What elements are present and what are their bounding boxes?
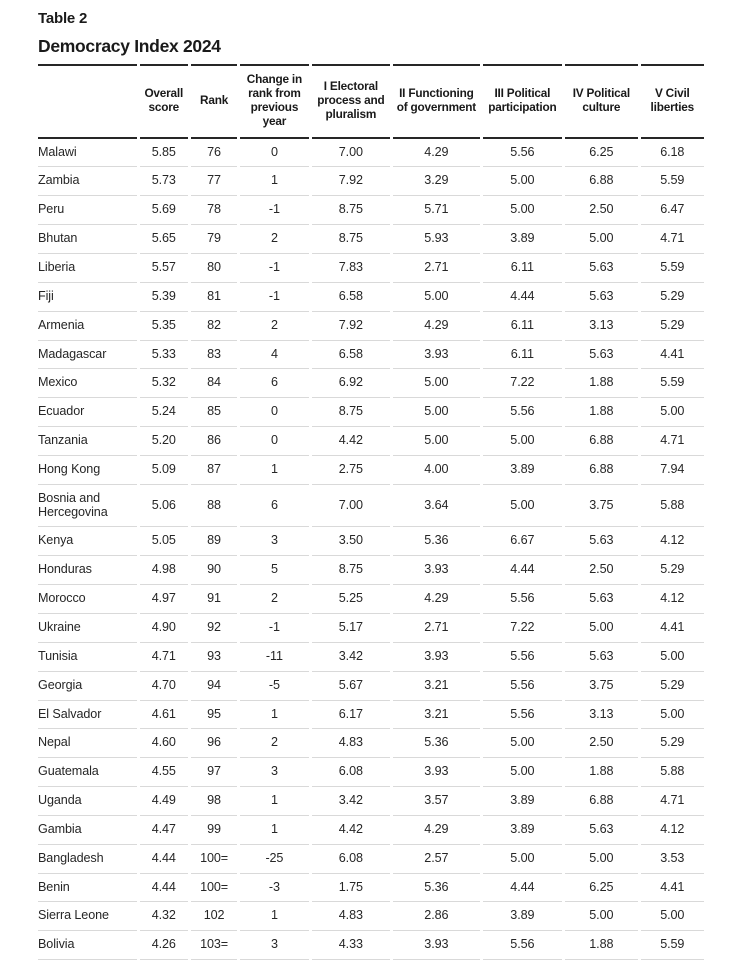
cell-rank: 80 bbox=[191, 254, 237, 283]
cell-change: -1 bbox=[240, 614, 308, 643]
cell-functioning: 4.29 bbox=[393, 585, 480, 614]
cell-rank: 83 bbox=[191, 341, 237, 370]
cell-participation: 5.00 bbox=[483, 196, 562, 225]
cell-participation: 5.00 bbox=[483, 167, 562, 196]
table-row bbox=[38, 456, 704, 485]
cell-electoral: 8.75 bbox=[312, 556, 390, 585]
table-row bbox=[38, 643, 704, 672]
cell-overall: 4.26 bbox=[140, 931, 188, 960]
table-row bbox=[38, 701, 704, 730]
cell-rank: 79 bbox=[191, 225, 237, 254]
cell-culture: 1.88 bbox=[565, 758, 637, 787]
cell-overall: 5.09 bbox=[140, 456, 188, 485]
cell-participation: 3.89 bbox=[483, 902, 562, 931]
cell-change: 6 bbox=[240, 485, 308, 528]
cell-functioning: 3.93 bbox=[393, 758, 480, 787]
cell-functioning: 5.00 bbox=[393, 369, 480, 398]
cell-overall: 4.90 bbox=[140, 614, 188, 643]
cell-culture: 5.00 bbox=[565, 845, 637, 874]
cell-rank: 96 bbox=[191, 729, 237, 758]
cell-rank: 89 bbox=[191, 527, 237, 556]
table-row bbox=[38, 787, 704, 816]
country-cell: Morocco bbox=[38, 585, 137, 614]
table-row bbox=[38, 931, 704, 960]
cell-rank: 86 bbox=[191, 427, 237, 456]
table-row bbox=[38, 341, 704, 370]
cell-participation: 7.22 bbox=[483, 614, 562, 643]
cell-rank: 81 bbox=[191, 283, 237, 312]
cell-rank: 87 bbox=[191, 456, 237, 485]
cell-participation: 5.56 bbox=[483, 585, 562, 614]
cell-electoral: 6.92 bbox=[312, 369, 390, 398]
cell-functioning: 3.93 bbox=[393, 931, 480, 960]
cell-culture: 5.63 bbox=[565, 527, 637, 556]
cell-liberties: 5.29 bbox=[641, 312, 704, 341]
cell-overall: 4.97 bbox=[140, 585, 188, 614]
cell-overall: 4.47 bbox=[140, 816, 188, 845]
cell-functioning: 5.00 bbox=[393, 283, 480, 312]
cell-liberties: 6.18 bbox=[641, 139, 704, 168]
cell-functioning: 3.21 bbox=[393, 701, 480, 730]
column-header-electoral: I Electoral process and pluralism bbox=[312, 64, 390, 139]
cell-culture: 6.88 bbox=[565, 456, 637, 485]
cell-functioning: 3.21 bbox=[393, 672, 480, 701]
table-row bbox=[38, 312, 704, 341]
cell-change: -1 bbox=[240, 283, 308, 312]
country-cell: Uganda bbox=[38, 787, 137, 816]
column-header-rank: Rank bbox=[191, 64, 237, 139]
cell-culture: 1.88 bbox=[565, 369, 637, 398]
cell-rank: 85 bbox=[191, 398, 237, 427]
cell-electoral: 4.33 bbox=[312, 931, 390, 960]
cell-rank: 99 bbox=[191, 816, 237, 845]
cell-electoral: 3.42 bbox=[312, 643, 390, 672]
cell-liberties: 4.41 bbox=[641, 341, 704, 370]
table-body bbox=[38, 139, 704, 960]
table-header-row bbox=[38, 64, 704, 139]
country-cell: Hong Kong bbox=[38, 456, 137, 485]
table-row bbox=[38, 398, 704, 427]
cell-liberties: 4.71 bbox=[641, 787, 704, 816]
cell-liberties: 5.59 bbox=[641, 369, 704, 398]
cell-culture: 2.50 bbox=[565, 729, 637, 758]
cell-electoral: 5.67 bbox=[312, 672, 390, 701]
cell-liberties: 5.00 bbox=[641, 902, 704, 931]
cell-participation: 6.11 bbox=[483, 341, 562, 370]
cell-electoral: 7.92 bbox=[312, 167, 390, 196]
cell-change: 3 bbox=[240, 527, 308, 556]
cell-participation: 6.67 bbox=[483, 527, 562, 556]
cell-functioning: 4.29 bbox=[393, 139, 480, 168]
cell-liberties: 5.00 bbox=[641, 701, 704, 730]
country-cell: Liberia bbox=[38, 254, 137, 283]
cell-rank: 77 bbox=[191, 167, 237, 196]
cell-participation: 4.44 bbox=[483, 874, 562, 903]
country-cell: Ecuador bbox=[38, 398, 137, 427]
cell-functioning: 2.71 bbox=[393, 614, 480, 643]
cell-functioning: 4.00 bbox=[393, 456, 480, 485]
country-cell: Nepal bbox=[38, 729, 137, 758]
country-cell: Madagascar bbox=[38, 341, 137, 370]
cell-functioning: 3.64 bbox=[393, 485, 480, 528]
country-cell: Bangladesh bbox=[38, 845, 137, 874]
cell-culture: 6.88 bbox=[565, 427, 637, 456]
cell-liberties: 5.88 bbox=[641, 758, 704, 787]
cell-rank: 90 bbox=[191, 556, 237, 585]
cell-electoral: 7.92 bbox=[312, 312, 390, 341]
cell-overall: 5.85 bbox=[140, 139, 188, 168]
cell-overall: 5.39 bbox=[140, 283, 188, 312]
cell-electoral: 1.75 bbox=[312, 874, 390, 903]
cell-change: 3 bbox=[240, 931, 308, 960]
cell-overall: 5.06 bbox=[140, 485, 188, 528]
cell-overall: 5.20 bbox=[140, 427, 188, 456]
country-cell: Honduras bbox=[38, 556, 137, 585]
cell-electoral: 8.75 bbox=[312, 196, 390, 225]
country-cell: Peru bbox=[38, 196, 137, 225]
cell-participation: 5.56 bbox=[483, 701, 562, 730]
cell-culture: 5.63 bbox=[565, 816, 637, 845]
cell-liberties: 5.29 bbox=[641, 672, 704, 701]
cell-participation: 5.00 bbox=[483, 845, 562, 874]
cell-liberties: 4.12 bbox=[641, 585, 704, 614]
table-row bbox=[38, 283, 704, 312]
cell-overall: 4.60 bbox=[140, 729, 188, 758]
table-row bbox=[38, 196, 704, 225]
country-cell: Guatemala bbox=[38, 758, 137, 787]
table-row bbox=[38, 427, 704, 456]
cell-participation: 3.89 bbox=[483, 787, 562, 816]
cell-rank: 88 bbox=[191, 485, 237, 528]
table-row bbox=[38, 225, 704, 254]
cell-change: 6 bbox=[240, 369, 308, 398]
cell-overall: 4.98 bbox=[140, 556, 188, 585]
cell-liberties: 5.00 bbox=[641, 398, 704, 427]
cell-overall: 4.70 bbox=[140, 672, 188, 701]
cell-electoral: 4.42 bbox=[312, 427, 390, 456]
cell-change: 3 bbox=[240, 758, 308, 787]
table-row bbox=[38, 139, 704, 168]
cell-functioning: 5.36 bbox=[393, 729, 480, 758]
cell-participation: 3.89 bbox=[483, 225, 562, 254]
cell-culture: 2.50 bbox=[565, 556, 637, 585]
cell-participation: 3.89 bbox=[483, 816, 562, 845]
column-header-culture: IV Political culture bbox=[565, 64, 637, 139]
country-cell: Bhutan bbox=[38, 225, 137, 254]
cell-electoral: 8.75 bbox=[312, 398, 390, 427]
cell-rank: 103= bbox=[191, 931, 237, 960]
cell-rank: 84 bbox=[191, 369, 237, 398]
table-label: Table 2 bbox=[38, 10, 88, 27]
cell-change: 1 bbox=[240, 787, 308, 816]
cell-functioning: 5.36 bbox=[393, 874, 480, 903]
cell-overall: 5.24 bbox=[140, 398, 188, 427]
table-row bbox=[38, 758, 704, 787]
cell-change: 4 bbox=[240, 341, 308, 370]
cell-rank: 93 bbox=[191, 643, 237, 672]
cell-change: 1 bbox=[240, 902, 308, 931]
cell-culture: 6.25 bbox=[565, 139, 637, 168]
cell-culture: 5.63 bbox=[565, 341, 637, 370]
cell-change: 0 bbox=[240, 398, 308, 427]
cell-change: 1 bbox=[240, 701, 308, 730]
cell-participation: 5.00 bbox=[483, 485, 562, 528]
cell-electoral: 2.75 bbox=[312, 456, 390, 485]
cell-liberties: 4.41 bbox=[641, 874, 704, 903]
cell-electoral: 8.75 bbox=[312, 225, 390, 254]
cell-overall: 4.55 bbox=[140, 758, 188, 787]
column-header-change: Change in rank from previous year bbox=[240, 64, 308, 139]
cell-overall: 4.61 bbox=[140, 701, 188, 730]
cell-electoral: 3.50 bbox=[312, 527, 390, 556]
country-cell: Tunisia bbox=[38, 643, 137, 672]
cell-functioning: 3.93 bbox=[393, 643, 480, 672]
cell-participation: 5.56 bbox=[483, 643, 562, 672]
cell-electoral: 6.08 bbox=[312, 845, 390, 874]
cell-overall: 4.49 bbox=[140, 787, 188, 816]
cell-participation: 5.00 bbox=[483, 758, 562, 787]
table-row bbox=[38, 845, 704, 874]
cell-rank: 76 bbox=[191, 139, 237, 168]
cell-culture: 5.00 bbox=[565, 902, 637, 931]
cell-rank: 94 bbox=[191, 672, 237, 701]
cell-functioning: 4.29 bbox=[393, 816, 480, 845]
cell-participation: 5.56 bbox=[483, 398, 562, 427]
country-cell: Mexico bbox=[38, 369, 137, 398]
cell-culture: 5.63 bbox=[565, 585, 637, 614]
cell-change: 0 bbox=[240, 139, 308, 168]
cell-electoral: 7.00 bbox=[312, 139, 390, 168]
cell-functioning: 4.29 bbox=[393, 312, 480, 341]
cell-electoral: 4.83 bbox=[312, 902, 390, 931]
column-header-liberties: V Civil liberties bbox=[641, 64, 704, 139]
page-title: Democracy Index 2024 bbox=[38, 36, 221, 56]
cell-change: 2 bbox=[240, 225, 308, 254]
cell-change: -11 bbox=[240, 643, 308, 672]
cell-change: 2 bbox=[240, 312, 308, 341]
country-cell: Malawi bbox=[38, 139, 137, 168]
cell-participation: 4.44 bbox=[483, 283, 562, 312]
cell-change: -25 bbox=[240, 845, 308, 874]
cell-functioning: 5.36 bbox=[393, 527, 480, 556]
table-row bbox=[38, 816, 704, 845]
cell-change: 2 bbox=[240, 729, 308, 758]
cell-change: -1 bbox=[240, 196, 308, 225]
column-header-participation: III Political participation bbox=[483, 64, 562, 139]
cell-change: 1 bbox=[240, 816, 308, 845]
cell-culture: 2.50 bbox=[565, 196, 637, 225]
cell-culture: 3.13 bbox=[565, 701, 637, 730]
country-cell: Sierra Leone bbox=[38, 902, 137, 931]
cell-culture: 5.63 bbox=[565, 643, 637, 672]
cell-rank: 98 bbox=[191, 787, 237, 816]
country-cell: Gambia bbox=[38, 816, 137, 845]
cell-overall: 4.71 bbox=[140, 643, 188, 672]
cell-culture: 3.13 bbox=[565, 312, 637, 341]
cell-functioning: 5.71 bbox=[393, 196, 480, 225]
cell-change: 5 bbox=[240, 556, 308, 585]
cell-culture: 5.00 bbox=[565, 225, 637, 254]
cell-participation: 5.56 bbox=[483, 672, 562, 701]
cell-change: -3 bbox=[240, 874, 308, 903]
cell-participation: 6.11 bbox=[483, 312, 562, 341]
cell-liberties: 4.71 bbox=[641, 225, 704, 254]
cell-culture: 3.75 bbox=[565, 485, 637, 528]
cell-overall: 4.32 bbox=[140, 902, 188, 931]
cell-rank: 100= bbox=[191, 845, 237, 874]
table-row bbox=[38, 902, 704, 931]
cell-culture: 5.63 bbox=[565, 254, 637, 283]
cell-overall: 5.05 bbox=[140, 527, 188, 556]
table-row bbox=[38, 485, 704, 528]
cell-overall: 5.32 bbox=[140, 369, 188, 398]
cell-participation: 5.00 bbox=[483, 427, 562, 456]
cell-liberties: 5.88 bbox=[641, 485, 704, 528]
cell-electoral: 4.42 bbox=[312, 816, 390, 845]
country-cell: Zambia bbox=[38, 167, 137, 196]
democracy-index-table bbox=[35, 64, 707, 960]
cell-functioning: 5.93 bbox=[393, 225, 480, 254]
cell-rank: 82 bbox=[191, 312, 237, 341]
cell-functioning: 3.29 bbox=[393, 167, 480, 196]
country-cell: Bosnia and Hercegovina bbox=[38, 485, 137, 528]
cell-liberties: 4.71 bbox=[641, 427, 704, 456]
cell-liberties: 6.47 bbox=[641, 196, 704, 225]
cell-culture: 5.00 bbox=[565, 614, 637, 643]
cell-liberties: 3.53 bbox=[641, 845, 704, 874]
table-row bbox=[38, 874, 704, 903]
country-cell: Fiji bbox=[38, 283, 137, 312]
cell-liberties: 4.12 bbox=[641, 527, 704, 556]
cell-overall: 5.57 bbox=[140, 254, 188, 283]
country-cell: Ukraine bbox=[38, 614, 137, 643]
cell-overall: 4.44 bbox=[140, 874, 188, 903]
cell-functioning: 2.71 bbox=[393, 254, 480, 283]
table-row bbox=[38, 369, 704, 398]
cell-overall: 5.33 bbox=[140, 341, 188, 370]
cell-culture: 3.75 bbox=[565, 672, 637, 701]
cell-rank: 100= bbox=[191, 874, 237, 903]
table-row bbox=[38, 585, 704, 614]
cell-liberties: 7.94 bbox=[641, 456, 704, 485]
cell-liberties: 5.59 bbox=[641, 167, 704, 196]
cell-rank: 97 bbox=[191, 758, 237, 787]
cell-culture: 6.25 bbox=[565, 874, 637, 903]
cell-functioning: 2.86 bbox=[393, 902, 480, 931]
cell-change: -5 bbox=[240, 672, 308, 701]
cell-liberties: 5.29 bbox=[641, 283, 704, 312]
cell-liberties: 4.12 bbox=[641, 816, 704, 845]
cell-electoral: 6.58 bbox=[312, 341, 390, 370]
country-cell: Bolivia bbox=[38, 931, 137, 960]
cell-rank: 91 bbox=[191, 585, 237, 614]
cell-rank: 78 bbox=[191, 196, 237, 225]
cell-overall: 4.44 bbox=[140, 845, 188, 874]
cell-participation: 7.22 bbox=[483, 369, 562, 398]
cell-participation: 3.89 bbox=[483, 456, 562, 485]
table-row bbox=[38, 729, 704, 758]
cell-electoral: 4.83 bbox=[312, 729, 390, 758]
cell-functioning: 3.93 bbox=[393, 341, 480, 370]
cell-participation: 5.56 bbox=[483, 931, 562, 960]
country-cell: El Salvador bbox=[38, 701, 137, 730]
cell-change: -1 bbox=[240, 254, 308, 283]
cell-rank: 102 bbox=[191, 902, 237, 931]
table-row bbox=[38, 556, 704, 585]
cell-overall: 5.69 bbox=[140, 196, 188, 225]
table-row bbox=[38, 167, 704, 196]
cell-overall: 5.65 bbox=[140, 225, 188, 254]
cell-participation: 5.56 bbox=[483, 139, 562, 168]
cell-culture: 6.88 bbox=[565, 167, 637, 196]
cell-electoral: 6.58 bbox=[312, 283, 390, 312]
column-header-functioning: II Functioning of government bbox=[393, 64, 480, 139]
cell-liberties: 5.59 bbox=[641, 931, 704, 960]
cell-functioning: 2.57 bbox=[393, 845, 480, 874]
cell-change: 0 bbox=[240, 427, 308, 456]
cell-culture: 1.88 bbox=[565, 931, 637, 960]
cell-culture: 6.88 bbox=[565, 787, 637, 816]
country-cell: Benin bbox=[38, 874, 137, 903]
cell-change: 2 bbox=[240, 585, 308, 614]
table-row bbox=[38, 527, 704, 556]
table-row bbox=[38, 672, 704, 701]
table-row bbox=[38, 614, 704, 643]
table-header bbox=[38, 64, 704, 139]
cell-electoral: 7.83 bbox=[312, 254, 390, 283]
cell-electoral: 7.00 bbox=[312, 485, 390, 528]
cell-change: 1 bbox=[240, 456, 308, 485]
cell-overall: 5.73 bbox=[140, 167, 188, 196]
cell-liberties: 5.29 bbox=[641, 729, 704, 758]
cell-electoral: 6.08 bbox=[312, 758, 390, 787]
country-cell: Armenia bbox=[38, 312, 137, 341]
cell-rank: 95 bbox=[191, 701, 237, 730]
cell-functioning: 5.00 bbox=[393, 398, 480, 427]
country-cell: Kenya bbox=[38, 527, 137, 556]
table-row bbox=[38, 254, 704, 283]
cell-overall: 5.35 bbox=[140, 312, 188, 341]
cell-liberties: 4.41 bbox=[641, 614, 704, 643]
cell-participation: 6.11 bbox=[483, 254, 562, 283]
cell-culture: 1.88 bbox=[565, 398, 637, 427]
cell-liberties: 5.29 bbox=[641, 556, 704, 585]
cell-rank: 92 bbox=[191, 614, 237, 643]
cell-electoral: 3.42 bbox=[312, 787, 390, 816]
country-cell: Tanzania bbox=[38, 427, 137, 456]
cell-liberties: 5.00 bbox=[641, 643, 704, 672]
cell-participation: 5.00 bbox=[483, 729, 562, 758]
column-header-country bbox=[38, 64, 137, 139]
cell-electoral: 6.17 bbox=[312, 701, 390, 730]
country-cell: Georgia bbox=[38, 672, 137, 701]
cell-functioning: 5.00 bbox=[393, 427, 480, 456]
cell-electoral: 5.25 bbox=[312, 585, 390, 614]
cell-liberties: 5.59 bbox=[641, 254, 704, 283]
cell-culture: 5.63 bbox=[565, 283, 637, 312]
column-header-overall: Overall score bbox=[140, 64, 188, 139]
cell-functioning: 3.57 bbox=[393, 787, 480, 816]
cell-participation: 4.44 bbox=[483, 556, 562, 585]
cell-electoral: 5.17 bbox=[312, 614, 390, 643]
cell-functioning: 3.93 bbox=[393, 556, 480, 585]
cell-change: 1 bbox=[240, 167, 308, 196]
